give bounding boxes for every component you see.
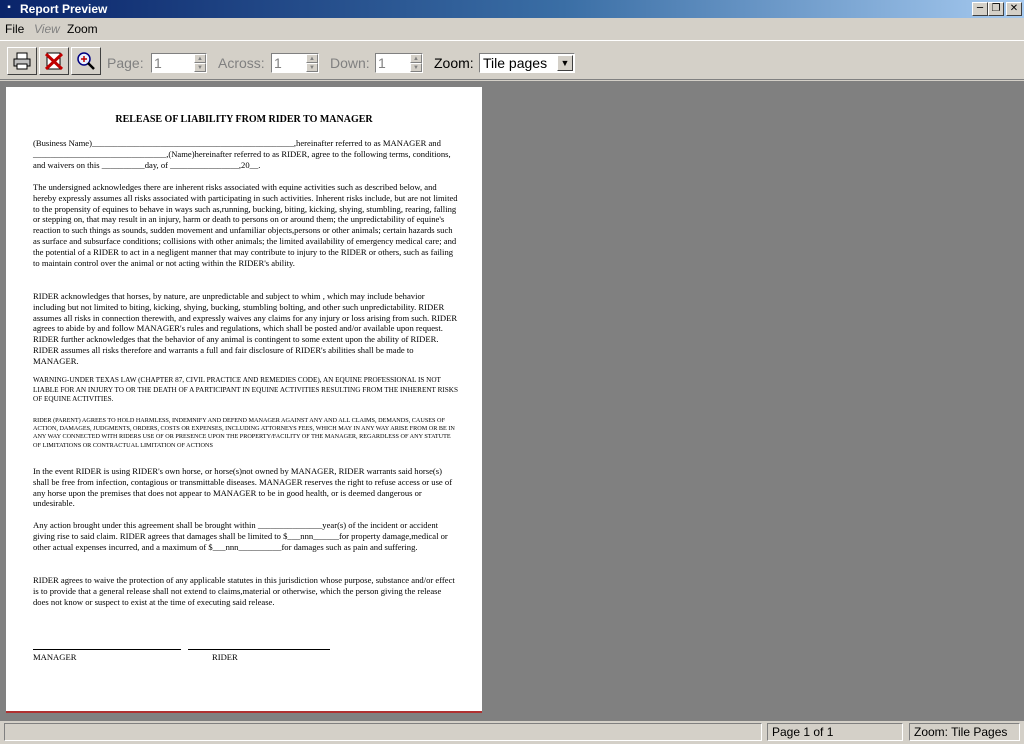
zoom-value: Tile pages bbox=[483, 55, 548, 71]
down-value: 1 bbox=[378, 55, 386, 71]
paragraph-indemnify: RIDER (PARENT) AGREES TO HOLD HARMLESS, INDEMNIFY AND DEFEND MANAGER AGAINST ANY AND ALL CLAIMS, DEMANDS, CAUSES OF ACTION, DAMAGES, JUDGMENTS, ORDERS, COSTS OR EXPENSES, INCLUDING ATTORNEYS FEES, WHICH MAY IN ANY WAY ARISE FROM OR BE IN ANY WAY CONNECTED WITH RIDERS USE OF OR PRESENCE UPON THE PROPERTY/FACILITY OF THE MANAGER, REGARDLESS OF ANY STATUTE OF LIMITATIONS OR CONTRACTUAL LIMITATION OF ACTIONS bbox=[33, 417, 455, 449]
minimize-icon: ─ bbox=[976, 3, 984, 14]
status-page: Page 1 of 1 bbox=[772, 725, 834, 739]
paragraph-parties: (Business Name)_______________________________________________,hereinafter referred to as MANAGER and _______________________________,(Name)hereinafter referred to as RIDER, agree to the following terms, conditions, and waivers on this __________day, of ________________,20__. bbox=[33, 138, 451, 170]
printer-icon bbox=[12, 51, 32, 71]
spin-up-icon[interactable]: ▲ bbox=[194, 54, 206, 63]
page-label: Page: bbox=[107, 55, 144, 71]
close-preview-button[interactable] bbox=[39, 47, 69, 75]
across-label: Across: bbox=[218, 55, 265, 71]
app-icon[interactable]: ▪ bbox=[7, 2, 11, 13]
across-spinner[interactable] bbox=[271, 53, 319, 73]
down-spinner-arrows[interactable] bbox=[410, 54, 422, 72]
rider-signature-line bbox=[188, 649, 330, 650]
spin-down-icon[interactable]: ▼ bbox=[194, 63, 206, 72]
close-preview-icon bbox=[44, 51, 64, 71]
close-icon: ✕ bbox=[1009, 3, 1019, 14]
status-panel-main bbox=[4, 723, 762, 741]
menu-file[interactable]: File bbox=[5, 22, 25, 36]
minimize-button[interactable] bbox=[972, 2, 988, 16]
page-value: 1 bbox=[154, 55, 162, 71]
spin-down-icon[interactable]: ▼ bbox=[410, 63, 422, 72]
status-panel-page bbox=[767, 723, 903, 741]
rider-signature-label: RIDER bbox=[212, 652, 238, 662]
preview-area[interactable] bbox=[0, 81, 1024, 721]
down-spinner[interactable] bbox=[375, 53, 423, 73]
down-label: Down: bbox=[330, 55, 370, 71]
window-title: Report Preview bbox=[20, 2, 108, 16]
status-bar bbox=[0, 721, 1024, 744]
paragraph-own-horse: In the event RIDER is using RIDER's own horse, or horse(s)not owned by MANAGER, RIDER warrants said horse(s) shall be free from infection, contagious or transmittable diseases. MANAGER reserves the right to refuse access or use of any horse upon the premises that does not appear to MANAGER to be in good health, or is deemed dangerous or undesirable. bbox=[33, 466, 453, 509]
close-window-button[interactable] bbox=[1006, 2, 1022, 16]
spin-up-icon[interactable]: ▲ bbox=[306, 54, 318, 63]
menu-bar bbox=[0, 19, 1024, 39]
zoom-in-button[interactable] bbox=[71, 47, 101, 75]
status-zoom: Zoom: Tile Pages bbox=[914, 725, 1008, 739]
paragraph-warning: WARNING-UNDER TEXAS LAW (CHAPTER 87, CIVIL PRACTICE AND REMEDIES CODE), AN EQUINE PROFESSIONAL IS NOT LIABLE FOR AN INJURY TO OR THE DEATH OF A PARTICIPANT IN EQUINE ACTIVITIES RESULTING FROM THE INHERENT RISKS OF EQUINE ACTIVITIES. bbox=[33, 376, 458, 403]
spin-down-icon[interactable]: ▼ bbox=[306, 63, 318, 72]
menu-view[interactable]: View bbox=[34, 22, 60, 36]
paragraph-risks: The undersigned acknowledges there are inherent risks associated with equine activities such as described below, and hereby expressly assumes all risks associated with participating in such activities. Inherent risks include, but are not limited to the propensity of equines to behave in ways such as,running, bucking, biting, kicking, shying, stumbling, rearing, falling or stepping on, that may result in an injury, harm or death to persons on or around them; the unpredictability of equine's reaction to such things as sounds, sudden movement and unfamiliar objects,persons or other animals; certain hazards such as surface and subsurface conditions; collisions with other animals; the limited availability of emergency medical care; and the potential of a RIDER to act in a negligent manner that may contribute to injury to the RIDER or others, such as failing to maintain control over the animal or not acting within the RIDER's ability. bbox=[33, 182, 458, 268]
status-panel-zoom bbox=[909, 723, 1020, 741]
zoom-select[interactable] bbox=[479, 53, 575, 73]
menu-zoom[interactable]: Zoom bbox=[67, 22, 98, 36]
manager-signature-line bbox=[33, 649, 181, 650]
print-button[interactable] bbox=[7, 47, 37, 75]
across-value: 1 bbox=[274, 55, 282, 71]
zoom-label: Zoom: bbox=[434, 55, 474, 71]
manager-signature-label: MANAGER bbox=[33, 652, 77, 662]
chevron-down-icon[interactable]: ▼ bbox=[557, 55, 573, 71]
paragraph-waiver: RIDER agrees to waive the protection of any applicable statutes in this jurisdiction whose purpose, substance and/or effect is to provide that a general release shall not extend to claims,material or otherwise, which the person giving the release does not know or suspect to exist at the time of executing said release. bbox=[33, 575, 455, 607]
toolbar bbox=[0, 40, 1024, 80]
zoom-in-icon bbox=[76, 51, 96, 71]
page-spinner[interactable] bbox=[151, 53, 207, 73]
title-bar bbox=[0, 0, 1024, 18]
restore-icon: ❐ bbox=[991, 3, 1001, 14]
restore-button[interactable] bbox=[988, 2, 1004, 16]
document-title: RELEASE OF LIABILITY FROM RIDER TO MANAGER bbox=[115, 114, 373, 125]
spin-up-icon[interactable]: ▲ bbox=[410, 54, 422, 63]
page-spinner-arrows[interactable] bbox=[194, 54, 206, 72]
across-spinner-arrows[interactable] bbox=[306, 54, 318, 72]
paragraph-acknowledgement: RIDER acknowledges that horses, by nature, are unpredictable and subject to whim , which may include behavior including but not limited to biting, kicking, shying, bucking, stumbling bolting, and other such unpredictability. RIDER assumes all risks in connection therewith, and expressly waives any claims for any injury or loss arising from such. RIDER agrees to abide by and follow MANAGER's rules and regulations, which shall be posted and/or available upon request. RIDER further acknowledges that the behavior of any animal is contingent to some extent upon the ability of RIDER. RIDER assumes all risks therefore and warrants a full and fair disclosure of RIDER's abilities shall be made to MANAGER. bbox=[33, 291, 458, 366]
paragraph-action: Any action brought under this agreement shall be brought within _______________year(s) of the incident or accident giving rise to said claim. RIDER agrees that damages shall be limited to $___nnn______for property damage,medical or other actual expenses incurred, and a maximum of $___nnn__________for damages such as pain and suffering. bbox=[33, 520, 448, 552]
document-page bbox=[6, 87, 482, 713]
